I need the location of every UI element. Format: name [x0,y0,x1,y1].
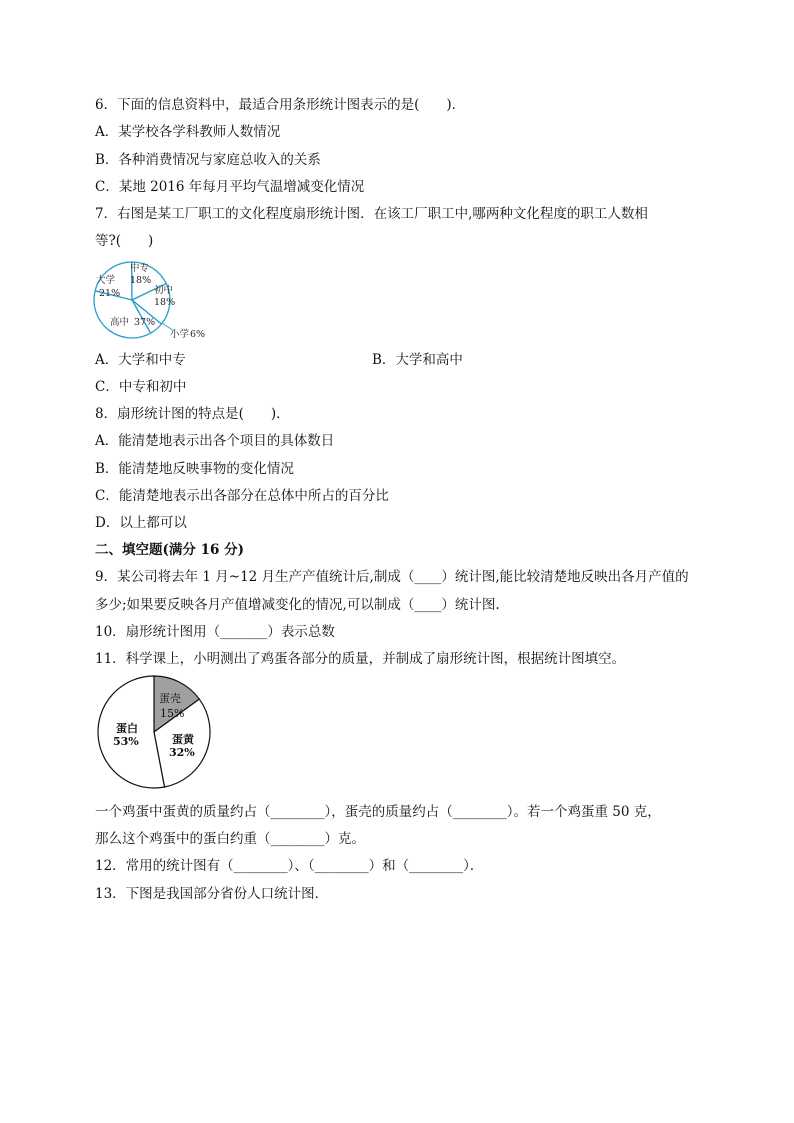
pie-value-chuzhong: 18% [154,297,176,308]
pie-label-chuzhong: 初中 [154,285,174,296]
q11-fill-line2: 那么这个鸡蛋中的蛋白约重（________）克。 [95,831,365,847]
pie-value-daxue: 21% [99,288,121,299]
section-title-fill-blank: 二、填空题(满分 16 分) [95,542,244,558]
q7-option-a: A．大学和中专 [95,352,186,368]
q7-option-c: C．中专和初中 [95,379,187,395]
q8-stem: 8．扇形统计图的特点是( )． [95,406,290,422]
egg-value-white: 53% [113,735,139,748]
q8-option-a: A．能清楚地表示出各个项目的具体数日 [95,433,335,449]
q8-option-c: C．能清楚地表示出各部分在总体中所占的百分比 [95,488,389,504]
pie-value-zhongzhuan: 18% [130,275,152,286]
q12: 12．常用的统计图有（________）、（________）和（________）． [95,858,484,874]
q7-option-b: B．大学和高中 [372,352,463,368]
q7-stem-line1: 7．右图是某工厂职工的文化程度扇形统计图．在该工厂职工中,哪两种文化程度的职工人数相 [95,206,648,222]
pie-label-gaozhong: 高中 [110,317,130,328]
q11-stem: 11．科学课上，小明测出了鸡蛋各部分的质量，并制成了扇形统计图，根据统计图填空。 [95,651,626,667]
q9-line1: 9．某公司将去年 1 月~12 月生产产值统计后,制成（____）统计图,能比较清楚地反映出各月产值的 [95,569,689,585]
egg-label-shell: 蛋壳 [159,692,181,705]
pie-label-zhongzhuan: 中专 [130,263,150,274]
q6-option-a: A．某学校各学科教师人数情况 [95,124,281,140]
pie-label-xiaoxue: 小学 [170,329,190,340]
egg-value-shell: 15% [160,707,185,720]
q6-stem: 6．下面的信息资料中，最适合用条形统计图表示的是( )． [95,97,466,113]
q11-fill-line1: 一个鸡蛋中蛋黄的质量约占（________），蛋壳的质量约占（________）。若一个鸡蛋重 50 克， [95,804,661,820]
pie-label-daxue: 大学 [96,275,116,286]
egg-label-yolk: 蛋黄 [172,733,194,746]
q13: 13．下图是我国部分省份人口统计图． [95,886,329,902]
education-pie-chart [90,255,220,345]
q7-stem-line2: 等?( ) [95,233,154,249]
q6-option-c: C．某地 2016 年每月平均气温增减变化情况 [95,179,365,195]
egg-pie-slices [98,676,210,788]
q9-line2: 多少;如果要反映各月产值增减变化的情况,可以制成（____）统计图. [95,597,500,613]
q10: 10．扇形统计图用（_______）表示总数 [95,624,335,640]
egg-value-yolk: 32% [169,746,195,759]
egg-pie-chart [96,674,212,794]
q8-option-b: B．能清楚地反映事物的变化情况 [95,461,294,477]
q6-option-b: B．各种消费情况与家庭总收入的关系 [95,152,321,168]
pie-value-xiaoxue: 6% [190,329,206,340]
q8-option-d: D．以上都可以 [95,515,187,531]
egg-label-white: 蛋白 [116,722,138,735]
pie-value-gaozhong: 37% [134,317,156,328]
